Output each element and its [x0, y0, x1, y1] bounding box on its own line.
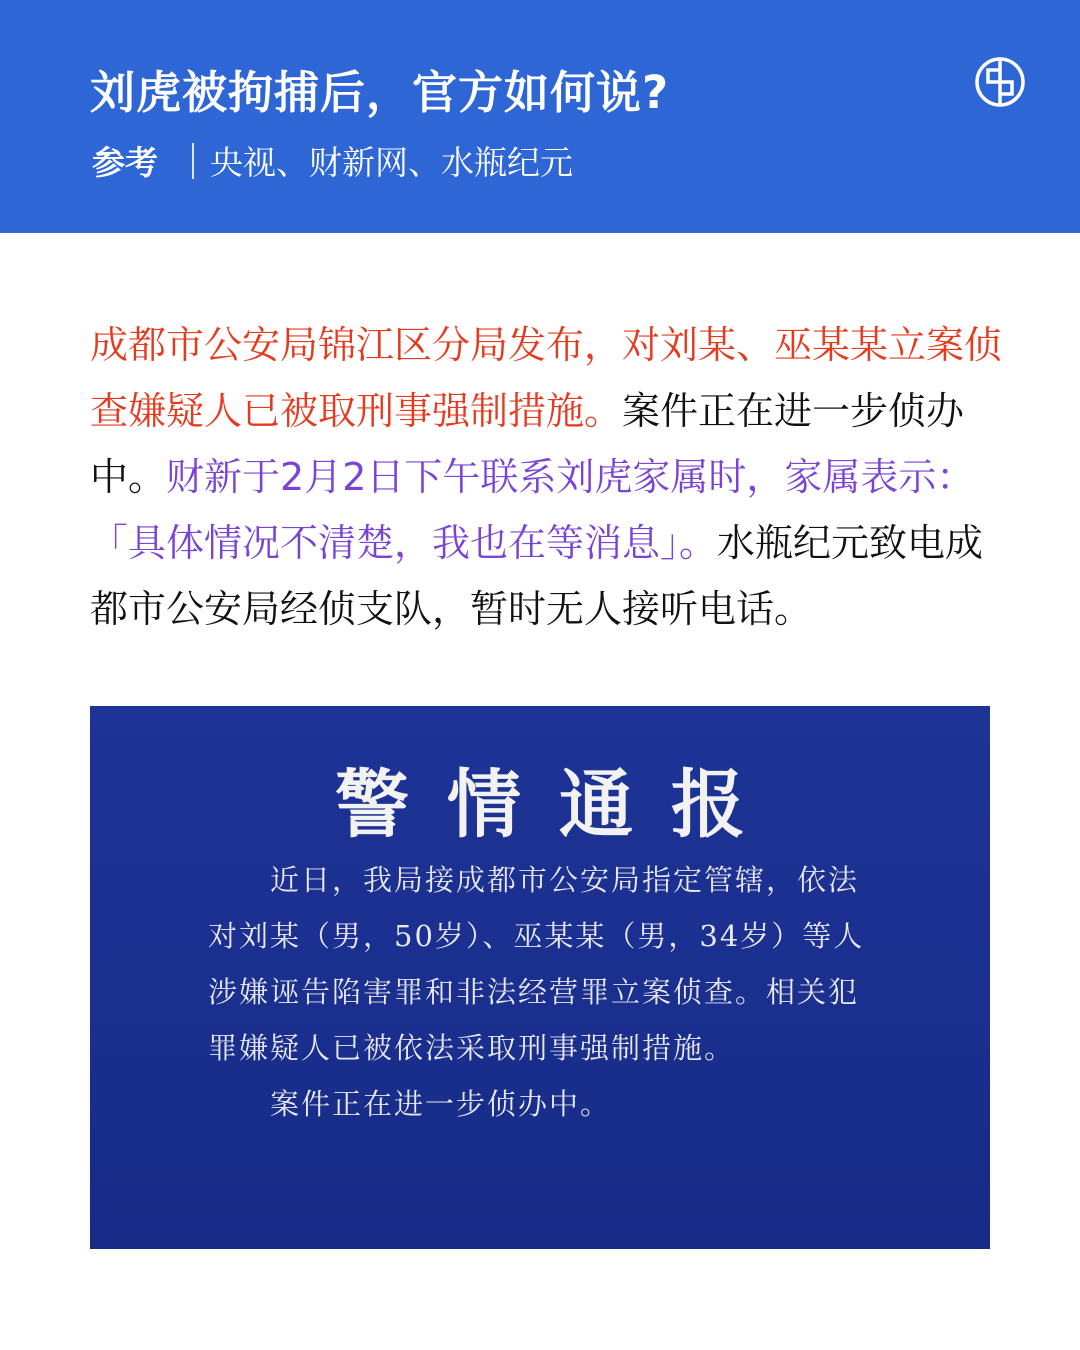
- page-title: 刘虎被拘捕后，官方如何说?: [90, 66, 670, 119]
- highlight-purple-text: 财新于2月2日下午联系刘虎家属时，家属表示：「具体情况不清楚，我也在等消息」。: [90, 455, 975, 565]
- source-divider: [192, 143, 194, 179]
- plain-text: 案件正在进一步侦办中。: [90, 389, 965, 499]
- notice-title: 警情通报: [335, 762, 783, 848]
- header-banner: [0, 0, 1080, 233]
- plain-text: 水瓶纪元致电成都市公安局经侦支队，暂时无人接听电话。: [90, 521, 984, 631]
- article-paragraph: [90, 312, 1010, 642]
- source-line: [92, 137, 573, 184]
- notice-paragraph: 近日，我局接成都市公安局指定管辖，依法对刘某（男，50岁）、巫某某（男，34岁）等人涉嫌诬告陷害罪和非法经营罪立案侦查。相关犯罪嫌疑人已被依法采取刑事强制措施。: [208, 863, 865, 1065]
- highlight-red-text: 成都市公安局锦江区分局发布，对刘某、巫某某立案侦查嫌疑人已被取刑事强制措施。: [90, 323, 1003, 433]
- police-notice-image: [90, 706, 990, 1249]
- source-label: 参考: [92, 143, 158, 182]
- circle-cut-logo-icon: [974, 56, 1026, 108]
- notice-paragraph: 案件正在进一步侦办中。: [270, 1087, 612, 1121]
- notice-body: [208, 852, 878, 1132]
- source-list: 央视、财新网、水瓶纪元: [210, 143, 573, 182]
